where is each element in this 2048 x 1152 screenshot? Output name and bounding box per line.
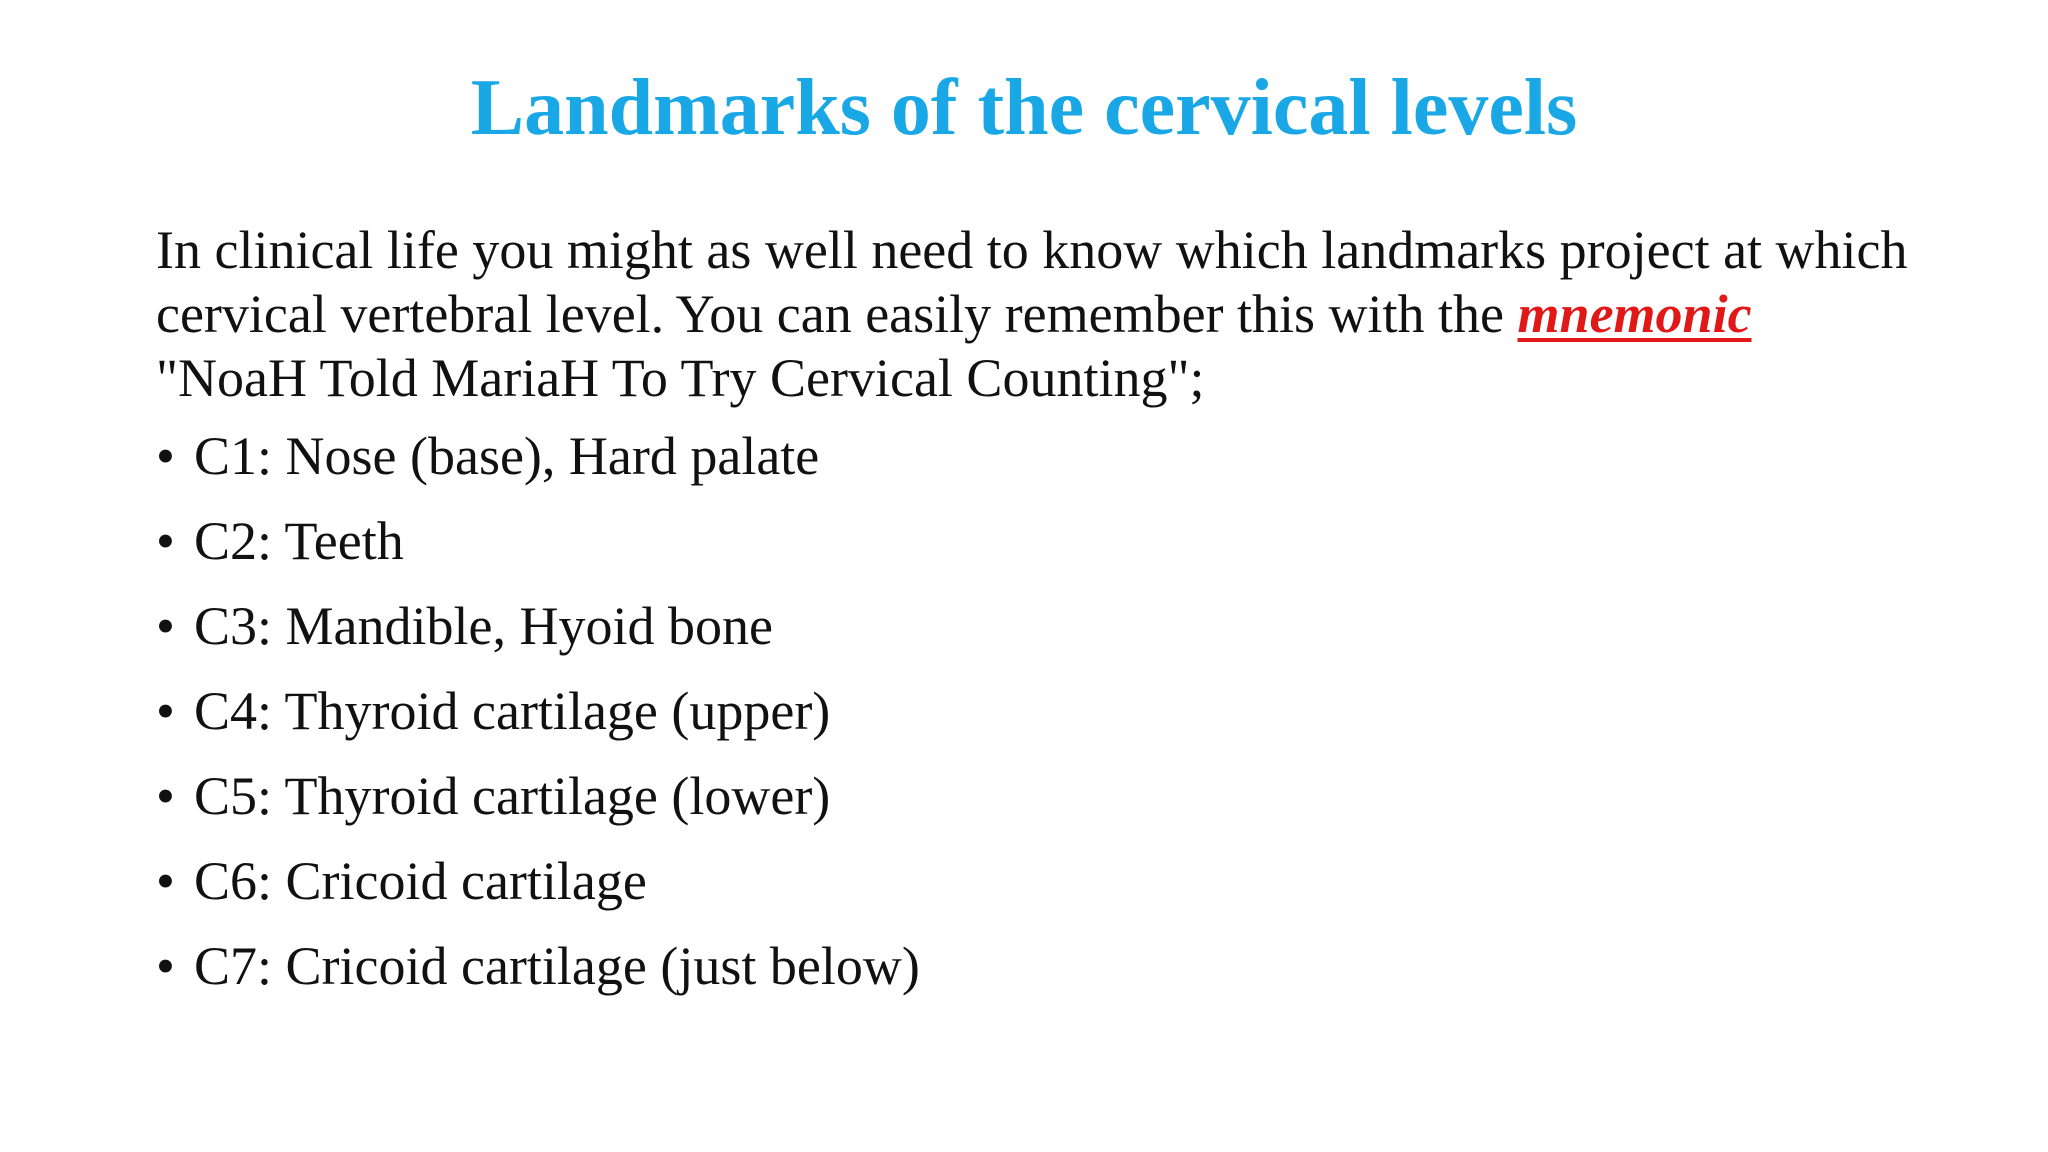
list-item-text: C4: Thyroid cartilage (upper) (194, 681, 831, 741)
list-item-text: C1: Nose (base), Hard palate (194, 426, 820, 486)
bullet-icon: • (156, 596, 175, 656)
list-item-text: C6: Cricoid cartilage (194, 851, 647, 911)
slide-body (156, 218, 1916, 1019)
list-item (156, 934, 1916, 998)
mnemonic-highlight: mnemonic (1517, 284, 1752, 344)
bullet-icon: • (156, 511, 175, 571)
list-item (156, 424, 1916, 488)
bullet-icon: • (156, 851, 175, 911)
slide-title: Landmarks of the cervical levels (470, 64, 1578, 152)
list-item (156, 509, 1916, 573)
bullet-list (156, 424, 1916, 998)
bullet-icon: • (156, 426, 175, 486)
list-item-text: C2: Teeth (194, 511, 404, 571)
list-item (156, 594, 1916, 658)
bullet-icon: • (156, 936, 175, 996)
bullet-icon: • (156, 766, 175, 826)
intro-paragraph (156, 218, 1916, 410)
mnemonic-phrase: "NoaH Told MariaH To Try Cervical Counting"; (156, 348, 1205, 408)
list-item-text: C5: Thyroid cartilage (lower) (194, 766, 831, 826)
bullet-icon: • (156, 681, 175, 741)
list-item (156, 764, 1916, 828)
list-item-text: C7: Cricoid cartilage (just below) (194, 936, 920, 996)
intro-text: In clinical life you might as well need to know which landmarks project at which cervical vertebral level. You can easily remember this with the (156, 220, 1908, 344)
list-item (156, 849, 1916, 913)
list-item (156, 679, 1916, 743)
list-item-text: C3: Mandible, Hyoid bone (194, 596, 773, 656)
